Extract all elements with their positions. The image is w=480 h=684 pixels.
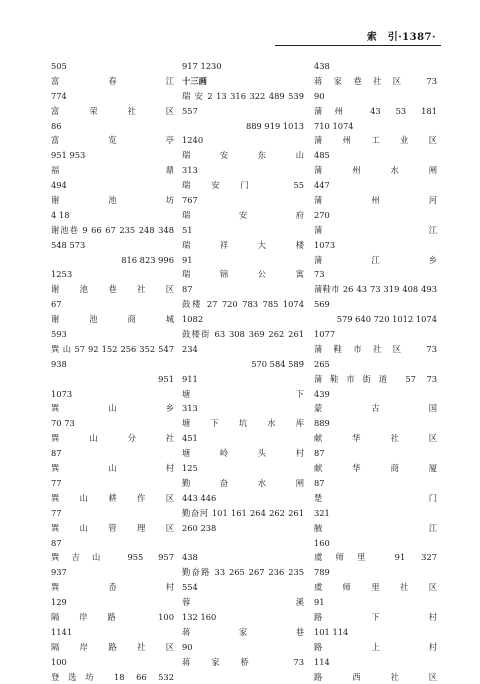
- index-line: 313: [182, 165, 198, 176]
- index-line: 蒲鞋市街道 57 73: [314, 373, 437, 384]
- index-line: 774: [51, 90, 67, 101]
- index-line: 富 春 江: [51, 75, 174, 86]
- index-line: 虞 师 里 社 区: [314, 582, 437, 593]
- index-line: 瑞 安 2 13 316 322 489 539: [182, 90, 304, 101]
- index-line: 巽 山 耕 作 区: [51, 492, 174, 503]
- index-line: 570 584 589: [251, 358, 304, 369]
- index-line: 160: [314, 537, 330, 548]
- page-header: [0, 0, 480, 50]
- index-line: 87: [51, 537, 62, 548]
- index-line: 1077: [314, 329, 336, 340]
- index-line: 77: [51, 477, 62, 488]
- index-line: 虞师里 91 327: [314, 552, 437, 563]
- index-line: 132 160: [182, 611, 217, 622]
- index-line: 瑞 安 府: [182, 209, 304, 220]
- index-line: 67: [51, 299, 62, 310]
- index-line: 1073: [51, 388, 73, 399]
- index-line: 蒲 州 工 业 区: [314, 135, 437, 146]
- index-line: 蒋家巷社区 73: [314, 75, 437, 86]
- index-line: 125: [182, 463, 198, 474]
- index-line: 321: [314, 507, 330, 518]
- index-line: 4 18: [51, 209, 70, 220]
- index-line: 77: [51, 507, 62, 518]
- index-line: 485: [314, 150, 330, 161]
- index-line: 路 西 社 区: [314, 671, 437, 682]
- index-line: 瑞安门 55: [182, 180, 304, 191]
- index-line: 100: [51, 656, 67, 667]
- index-line: 548 573: [51, 239, 86, 250]
- index-line: 505: [51, 61, 67, 71]
- index-line: 87: [51, 448, 62, 459]
- index-line: 谢池巷 9 66 67 235 248 348: [51, 224, 174, 235]
- index-line: 129: [51, 597, 67, 608]
- index-line: 蒲 州 水 闸: [314, 165, 437, 176]
- index-line: 隔 岸 路 社 区: [51, 641, 174, 652]
- index-line: 569: [314, 299, 330, 310]
- index-line: 蒋 家 巷: [182, 626, 304, 637]
- index-line: 443 446: [182, 492, 217, 503]
- index-line: 90: [314, 90, 325, 101]
- index-line: 447: [314, 180, 330, 191]
- index-line: 塘 下 坑 水 库: [182, 418, 304, 429]
- index-line: 蒲 州 河: [314, 195, 437, 206]
- index-line: 隔岸路 100: [51, 611, 174, 622]
- index-line: 593: [51, 329, 67, 340]
- index-line: 瑞 祥 大 楼: [182, 239, 304, 250]
- index-line: 579 640 720 1012 1074: [336, 314, 437, 325]
- index-line: 554: [182, 582, 198, 593]
- index-line: 87: [182, 284, 193, 295]
- index-line: 蒲鞋市 26 43 73 319 408 493: [314, 284, 437, 295]
- index-line: 816 823 996: [121, 254, 174, 265]
- index-line: 路 下 村: [314, 611, 437, 622]
- index-line: 439: [314, 388, 330, 399]
- index-line: 451: [182, 433, 198, 444]
- index-line: 楚 门: [314, 492, 437, 503]
- index-line: 蒲 江 乡: [314, 254, 437, 265]
- index-line: 福 鼎: [51, 165, 174, 176]
- index-line: 767: [182, 195, 198, 206]
- index-line: 73: [314, 269, 325, 280]
- index-line: 951: [158, 373, 174, 384]
- index-line: 巽 山 57 92 152 256 352 547: [51, 343, 174, 354]
- index-line: 瑞 安 东 山: [182, 150, 304, 161]
- index-line: 巽 山 村: [51, 463, 174, 474]
- index-line: 438: [314, 61, 330, 71]
- index-line: 路 上 村: [314, 641, 437, 652]
- index-line: 1253: [51, 269, 73, 280]
- index-line: 889: [314, 418, 330, 429]
- index-line: 51: [182, 224, 193, 235]
- index-line: 富 荣 社 区: [51, 105, 174, 116]
- index-line: 557: [182, 105, 198, 116]
- index-line: 87: [314, 448, 325, 459]
- index-line: 塘 下: [182, 388, 304, 399]
- index-line: 巽 山 分 社: [51, 433, 174, 444]
- index-line: 1141: [51, 626, 73, 637]
- index-line: 富 览 亭: [51, 135, 174, 146]
- index-line: 谢 池 商 城: [51, 314, 174, 325]
- header-rule: [275, 45, 441, 46]
- index-line: 911: [182, 373, 198, 384]
- index-line: 937: [51, 567, 67, 578]
- index-line: 438: [182, 552, 198, 563]
- index-line: 260 238: [182, 522, 217, 533]
- index-line: 巽吉山 955 957: [51, 552, 174, 563]
- section-heading: 十三画: [182, 75, 207, 86]
- index-line: 谢 池 巷 社 区: [51, 284, 174, 295]
- index-line: 234: [182, 343, 198, 354]
- index-line: 鼓楼街 63 308 369 262 261: [182, 329, 304, 340]
- index-line: 巽 山 乡: [51, 403, 174, 414]
- index-column-1: [51, 59, 174, 684]
- index-column-3: [314, 59, 437, 684]
- running-head: 索 引·1387·: [366, 32, 436, 43]
- index-line: 101 114: [314, 626, 349, 637]
- index-line: 蒲鞋市社区 73: [314, 343, 437, 354]
- index-line: 917 1230: [182, 61, 222, 71]
- index-line: 瑞 锦 公 寓: [182, 269, 304, 280]
- index-line: 270: [314, 209, 330, 220]
- index-line: [182, 536, 304, 551]
- index-line: 蒲 江: [314, 224, 437, 235]
- index-line: 91: [182, 254, 193, 265]
- index-line: 勤奋路 33 265 267 236 235: [182, 567, 304, 578]
- index-line: 献 华 社 区: [314, 433, 437, 444]
- index-line: 腋 江: [314, 522, 437, 533]
- index-line: 1240: [182, 135, 204, 146]
- index-line: 938: [51, 358, 67, 369]
- index-line: 889 919 1013: [245, 120, 304, 131]
- index-line: 勤 奋 水 闸: [182, 477, 304, 488]
- index-line: 蓉 溪: [182, 597, 304, 608]
- index-line: 蒲州 43 53 181: [314, 105, 437, 116]
- index-line: 巽 岙 村: [51, 582, 174, 593]
- index-line: 勤奋河 101 161 264 262 261: [182, 507, 304, 518]
- index-line: 710 1074: [314, 120, 354, 131]
- index-line: 1073: [314, 239, 336, 250]
- index-line: 谢 池 坊: [51, 195, 174, 206]
- index-line: 87: [314, 477, 325, 488]
- index-line: 鼓楼 27 720 783 785 1074: [182, 299, 304, 310]
- index-line: 86: [51, 120, 62, 131]
- index-line: 951 953: [51, 150, 86, 161]
- index-line: 登选坊 18 66 532: [51, 671, 174, 682]
- index-line: 789: [314, 567, 330, 578]
- index-line: 献 华 商 厦: [314, 463, 437, 474]
- index-line: 90: [182, 641, 193, 652]
- index-line: 313: [182, 403, 198, 414]
- index-line: 494: [51, 180, 67, 191]
- index-line: 70 73: [51, 418, 75, 429]
- index-line: 巽 山 管 理 区: [51, 522, 174, 533]
- index-line: 114: [314, 656, 330, 667]
- index-line: 1082: [182, 314, 204, 325]
- index-line: 塘 岭 头 村: [182, 448, 304, 459]
- index-line: 265: [314, 358, 330, 369]
- index-column-2: [182, 59, 304, 670]
- index-line: 蒙 古 国: [314, 403, 437, 414]
- index-line: 91: [314, 597, 325, 608]
- index-line: 蒋家桥 73: [182, 656, 304, 667]
